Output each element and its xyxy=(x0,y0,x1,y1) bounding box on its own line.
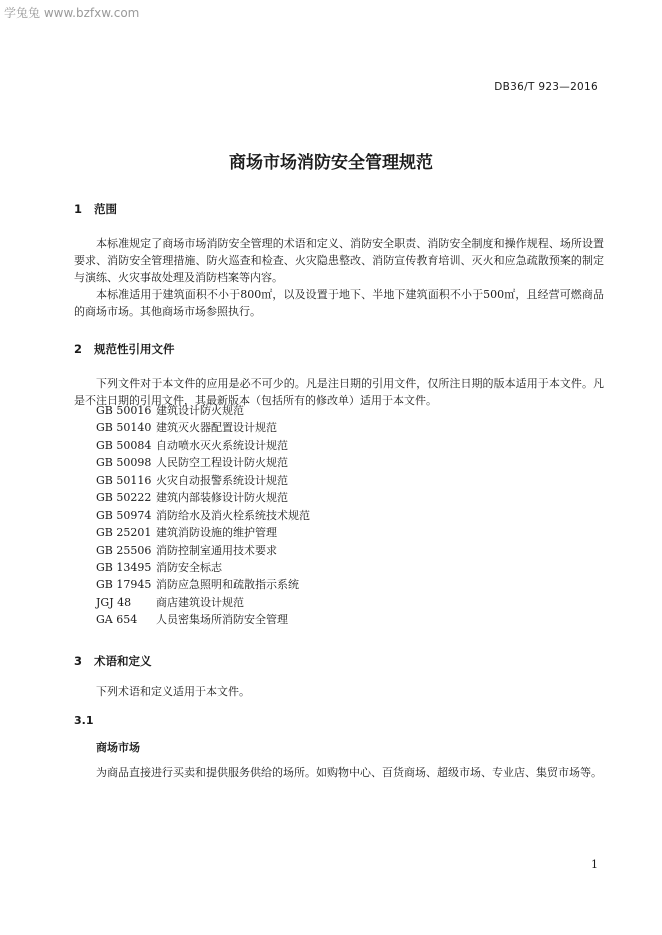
reference-title: 自动喷水灭火系统设计规范 xyxy=(156,438,288,452)
reference-title: 建筑内部装修设计防火规范 xyxy=(156,491,288,505)
section-title: 规范性引用文件 xyxy=(94,342,175,356)
reference-title: 消防给水及消火栓系统技术规范 xyxy=(156,508,310,522)
document-number: DB36/T 923—2016 xyxy=(494,81,598,93)
reference-title: 消防应急照明和疏散指示系统 xyxy=(156,578,299,592)
reference-title: 火灾自动报警系统设计规范 xyxy=(156,473,288,487)
section-3-heading xyxy=(74,653,152,669)
term-number: 3.1 xyxy=(74,714,94,727)
reference-code: GB 50116 xyxy=(96,473,152,487)
reference-code: GB 50016 xyxy=(96,404,152,417)
reference-item xyxy=(96,559,310,576)
reference-item xyxy=(96,454,310,471)
reference-code: GB 13495 xyxy=(96,560,152,574)
reference-title: 人民防空工程设计防火规范 xyxy=(156,456,288,470)
reference-item xyxy=(96,524,310,541)
reference-code: JGJ 48 xyxy=(96,595,132,609)
section-number: 2 xyxy=(74,342,83,356)
reference-code: GB 50098 xyxy=(96,456,152,470)
reference-title: 人员密集场所消防安全管理 xyxy=(156,613,288,627)
reference-item xyxy=(96,576,310,593)
reference-code: GB 50140 xyxy=(96,421,152,435)
section-title: 范围 xyxy=(94,202,117,216)
document-title: 商场市场消防安全管理规范 xyxy=(229,153,433,173)
watermark: 学兔兔 www.bzfxw.com xyxy=(4,6,140,20)
section-number: 1 xyxy=(74,202,83,216)
reference-code: GB 50084 xyxy=(96,438,152,452)
reference-item xyxy=(96,489,310,506)
reference-item xyxy=(96,594,310,611)
section-number: 3 xyxy=(74,654,83,668)
reference-code: GB 17945 xyxy=(96,578,152,592)
reference-code: GB 25201 xyxy=(96,526,152,540)
reference-title: 建筑灭火器配置设计规范 xyxy=(156,421,277,435)
reference-title: 消防控制室通用技术要求 xyxy=(156,543,277,557)
reference-item xyxy=(96,419,310,436)
reference-item xyxy=(96,507,310,524)
reference-list xyxy=(96,402,310,629)
reference-title: 商店建筑设计规范 xyxy=(156,595,244,609)
section-1-heading xyxy=(74,201,117,217)
reference-title: 建筑设计防火规范 xyxy=(156,404,244,417)
paragraph: 本标准规定了商场市场消防安全管理的术语和定义、消防安全职责、消防安全制度和操作规程、场所设置要求、消防安全管理措施、防火巡查和检查、火灾隐患整改、消防宣传教育培训、灭火和应急疏散预案的制定与演练、火灾事故处理及消防档案等内容。 xyxy=(74,237,604,284)
reference-code: GB 50222 xyxy=(96,491,152,505)
reference-code: GA 654 xyxy=(96,613,138,627)
paragraph: 下列术语和定义适用于本文件。 xyxy=(96,685,250,698)
reference-item xyxy=(96,437,310,454)
reference-title: 建筑消防设施的维护管理 xyxy=(156,526,277,540)
reference-item xyxy=(96,542,310,559)
reference-item xyxy=(96,611,310,628)
reference-code: GB 50974 xyxy=(96,508,152,522)
reference-item xyxy=(96,472,310,489)
reference-item xyxy=(96,402,310,419)
term-definition: 为商品直接进行买卖和提供服务供给的场所。如购物中心、百货商场、超级市场、专业店、集贸市场等。 xyxy=(96,766,602,779)
section-title: 术语和定义 xyxy=(94,654,152,668)
term-name: 商场市场 xyxy=(96,741,140,754)
reference-code: GB 25506 xyxy=(96,543,152,557)
section-2-heading xyxy=(74,341,175,357)
paragraph: 下列文件对于本文件的应用是必不可少的。凡是注日期的引用文件，仅所注日期的版本适用于本文件。凡是不注日期的引用文件，其最新版本（包括所有的修改单）适用于本文件。 xyxy=(74,377,604,407)
paragraph: 本标准适用于建筑面积不小于800㎡，以及设置于地下、半地下建筑面积不小于500㎡，且经营可燃商品的商场市场。其他商场市场参照执行。 xyxy=(74,288,604,318)
page-number: 1 xyxy=(591,858,598,871)
reference-title: 消防安全标志 xyxy=(156,560,222,574)
